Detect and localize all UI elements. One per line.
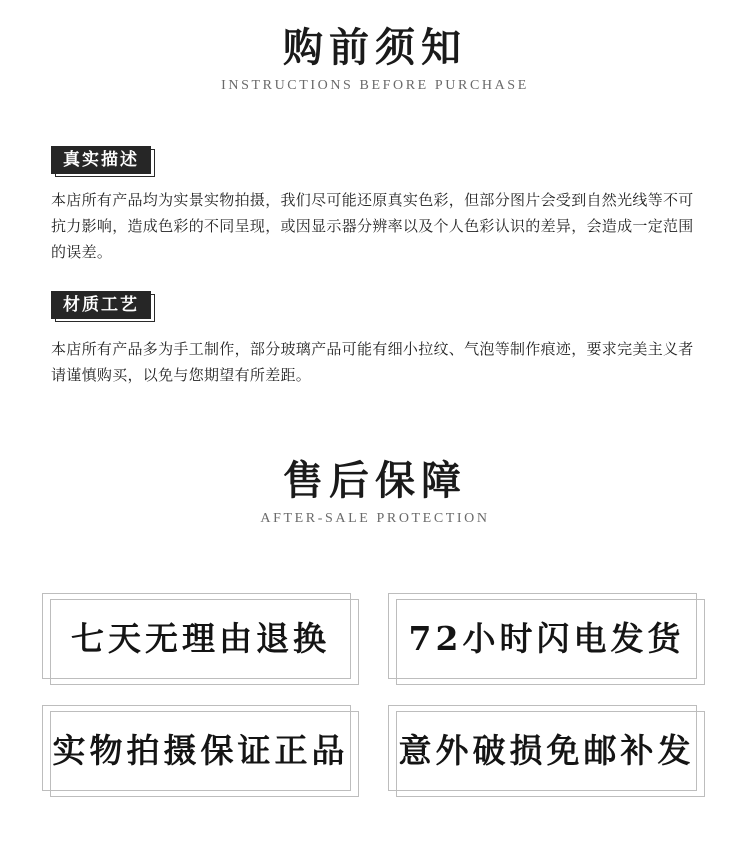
tag-real-description [51, 146, 151, 174]
tag-label: 真实描述 [51, 146, 151, 174]
tag-label: 材质工艺 [51, 291, 151, 319]
material-craft-text: 本店所有产品多为手工制作，部分玻璃产品可能有细小拉纹、气泡等制作痕迹，要求完美主义者请谨慎购买，以免与您期望有所差距。 [51, 340, 694, 384]
card-seven-day-return [42, 593, 359, 681]
aftersale-title: 售后保障 [283, 457, 467, 504]
purchase-title: 购前须知 [283, 24, 467, 71]
card-damage-reship [388, 705, 705, 793]
card-72h-shipping [388, 593, 705, 681]
real-description-text: 本店所有产品均为实景实物拍摄，我们尽可能还原真实色彩，但部分图片会受到自然光线等不可抗力影响，造成色彩的不同呈现，或因显示器分辨率以及个人色彩认识的差异，会造成一定范围的误差。 [51, 191, 694, 261]
card-label: 72小时闪电发货 [408, 619, 685, 658]
tag-material-craft [51, 291, 151, 319]
card-label: 七天无理由退换 [71, 619, 330, 658]
card-label: 实物拍摄保证正品 [52, 731, 349, 770]
aftersale-subtitle: AFTER-SALE PROTECTION [260, 511, 490, 526]
card-label: 意外破损免邮补发 [398, 731, 695, 770]
purchase-subtitle: INSTRUCTIONS BEFORE PURCHASE [221, 78, 529, 93]
card-authentic-photos [42, 705, 359, 793]
